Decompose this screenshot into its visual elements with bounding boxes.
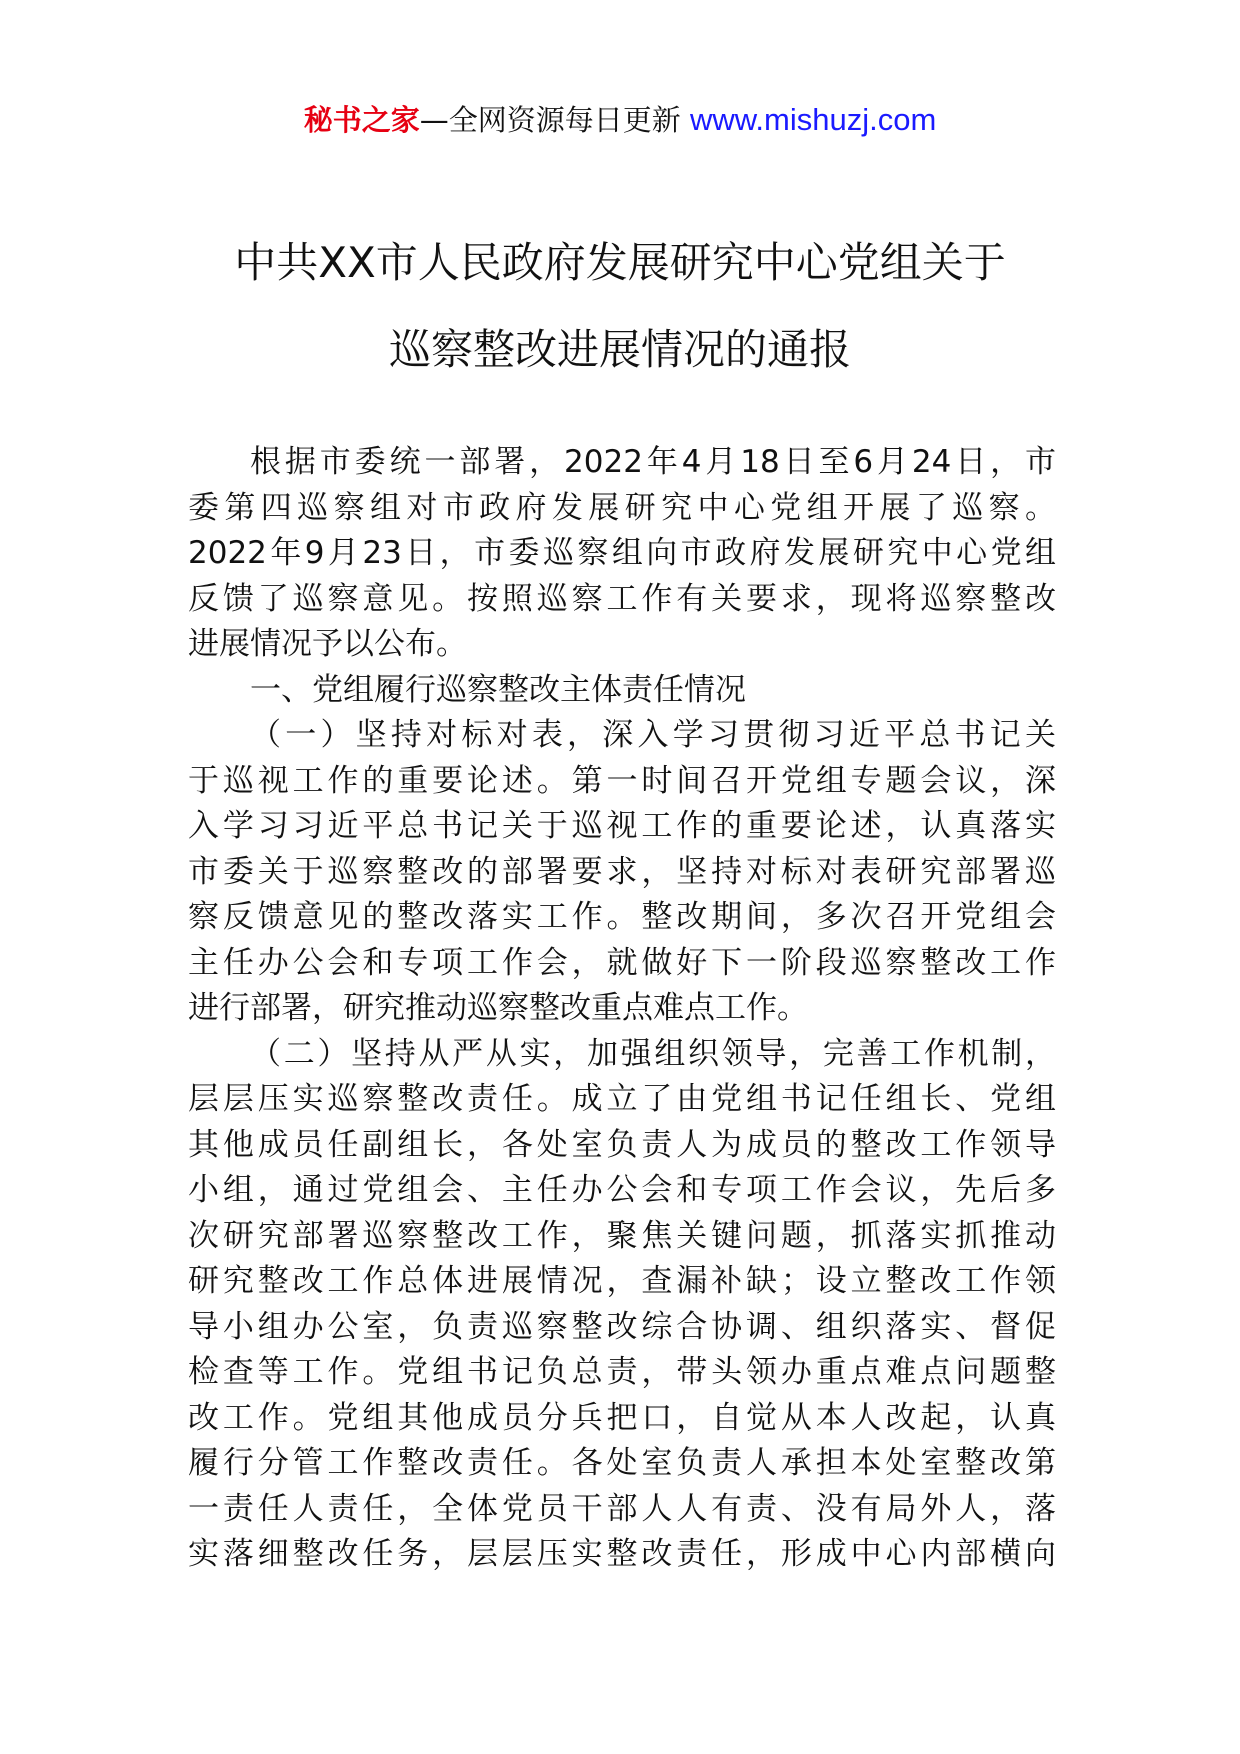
body-line: 市委关于巡察整改的部署要求，坚持对标对表研究部署巡 <box>188 853 1056 890</box>
document-title-line-1: 中共XX市人民政府发展研究中心党组关于 <box>234 238 1006 287</box>
body-line: 反馈了巡察意见。按照巡察工作有关要求，现将巡察整改 <box>188 580 1056 617</box>
body-line: 改工作。党组其他成员分兵把口，自觉从本人改起，认真 <box>188 1399 1056 1436</box>
body-line: 主任办公会和专项工作会，就做好下一阶段巡察整改工作 <box>188 944 1056 981</box>
body-line: 根据市委统一部署，2022年4月18日至6月24日，市 <box>250 444 1056 480</box>
document-title-line-2: 巡察整改进展情况的通报 <box>388 325 851 374</box>
body-line: 委第四巡察组对市政府发展研究中心党组开展了巡察。 <box>188 489 1056 526</box>
body-line: 检查等工作。党组书记负总责，带头领办重点难点问题整 <box>188 1354 1056 1390</box>
body-line: 其他成员任副组长，各处室负责人为成员的整改工作领导 <box>188 1126 1056 1163</box>
body-line: 层层压实巡察整改责任。成立了由党组书记任组长、党组 <box>188 1081 1056 1117</box>
body-line: 于巡视工作的重要论述。第一时间召开党组专题会议，深 <box>188 762 1056 799</box>
body-line: 小组，通过党组会、主任办公会和专项工作会议，先后多 <box>188 1172 1056 1208</box>
body-line: 2022年9月23日，市委巡察组向市政府发展研究中心党组 <box>188 535 1056 571</box>
body-line: 研究整改工作总体进展情况，查漏补缺；设立整改工作领 <box>188 1263 1056 1299</box>
body-line: （一）坚持对标对表，深入学习贯彻习近平总书记关 <box>250 717 1056 753</box>
body-line: 实落细整改任务，层层压实整改责任，形成中心内部横向 <box>188 1536 1056 1572</box>
body-line: （二）坚持从严从实，加强组织领导，完善工作机制， <box>250 1035 1056 1072</box>
document-body <box>188 440 1056 1578</box>
body-line: 一责任人责任，全体党员干部人人有责、没有局外人，落 <box>188 1490 1056 1527</box>
site-header <box>0 100 1240 140</box>
body-line: 进行部署，研究推动巡察整改重点难点工作。 <box>188 990 808 1026</box>
body-line: 入学习习近平总书记关于巡视工作的重要论述，认真落实 <box>188 808 1056 844</box>
body-line: 进展情况予以公布。 <box>188 626 467 662</box>
site-url-link[interactable]: www.mishuzj.com <box>689 102 937 137</box>
body-line: 导小组办公室，负责巡察整改综合协调、组织落实、督促 <box>188 1308 1056 1345</box>
body-line: 履行分管工作整改责任。各处室负责人承担本处室整改第 <box>188 1445 1056 1481</box>
brand-name: 秘书之家 <box>303 103 420 137</box>
header-slogan: —全网资源每日更新 <box>419 103 690 137</box>
body-line: 次研究部署巡察整改工作，聚焦关键问题，抓落实抓推动 <box>188 1217 1056 1254</box>
section-heading: 一、党组履行巡察整改主体责任情况 <box>250 671 746 708</box>
body-line: 察反馈意见的整改落实工作。整改期间，多次召开党组会 <box>188 899 1056 935</box>
